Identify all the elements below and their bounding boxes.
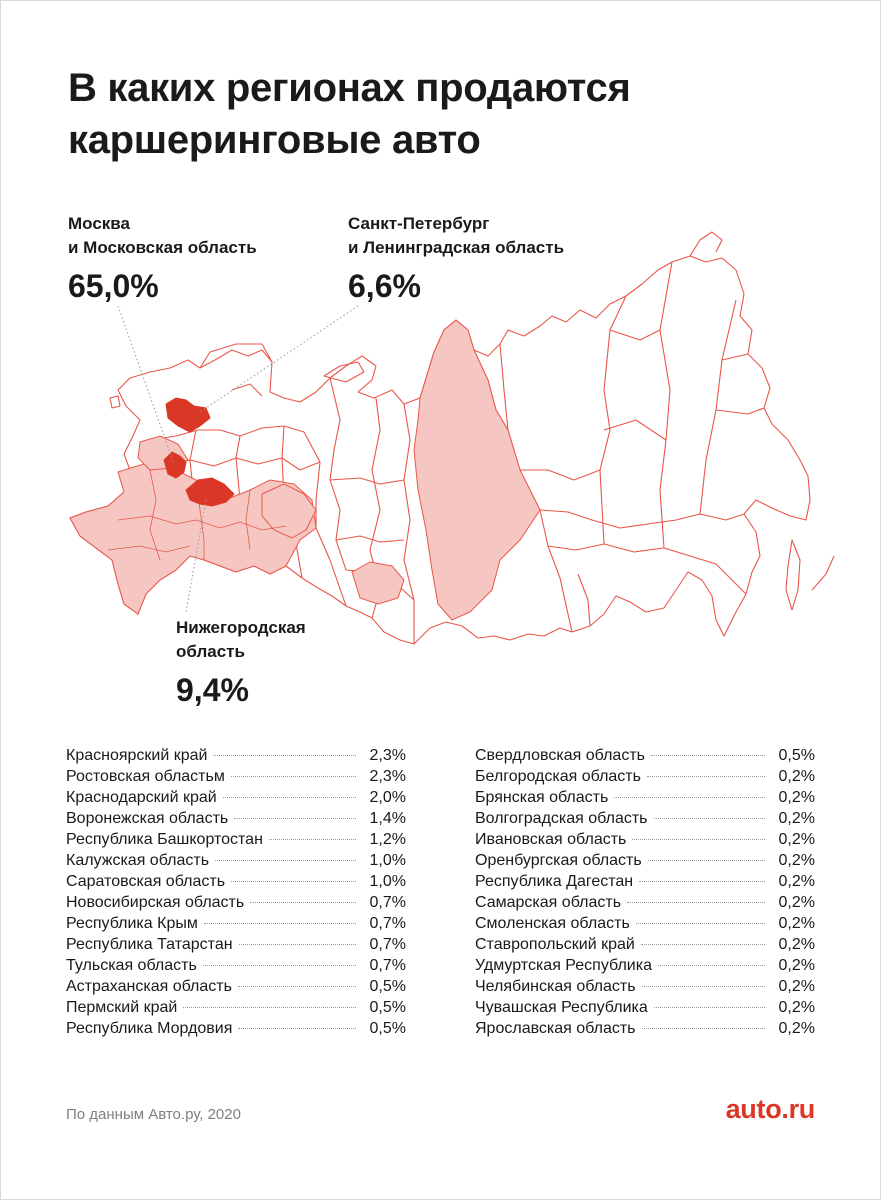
region-name: Волгоградская область: [475, 810, 648, 827]
region-share: 0,2%: [778, 789, 815, 806]
region-spb-leningrad: [166, 398, 210, 432]
table-row: [66, 892, 406, 913]
callout-nn-value: 9,4%: [176, 672, 249, 708]
region-name: Смоленская область: [475, 915, 630, 932]
dot-leader: [614, 797, 765, 798]
table-row: [66, 934, 406, 955]
region-share: 0,2%: [778, 894, 815, 911]
callout-moscow-line-2: и Московская область: [68, 238, 257, 257]
dot-leader: [269, 839, 356, 840]
dot-leader: [654, 818, 765, 819]
dot-leader: [658, 965, 765, 966]
table-row: [475, 997, 815, 1018]
table-row: [66, 766, 406, 787]
callout-spb: [348, 212, 564, 306]
callout-nn-line-2: область: [176, 642, 245, 661]
table-row: [475, 976, 815, 997]
table-row: [66, 829, 406, 850]
region-share: 1,4%: [369, 810, 406, 827]
region-name: Краснодарский край: [66, 789, 217, 806]
region-name: Оренбургская область: [475, 852, 642, 869]
region-name: Новосибирская область: [66, 894, 245, 911]
table-row: [475, 934, 815, 955]
region-novosibirsk: [352, 562, 404, 604]
region-name: Самарская область: [475, 894, 622, 911]
title-line-1: В каких регионах продаются: [68, 66, 631, 110]
dot-leader: [639, 881, 765, 882]
dot-leader: [234, 818, 356, 819]
region-share: 1,0%: [369, 852, 406, 869]
region-share: 0,7%: [369, 936, 406, 953]
region-share: 1,0%: [369, 873, 406, 890]
region-name: Тульская область: [66, 957, 197, 974]
dot-leader: [641, 944, 765, 945]
region-share: 0,2%: [778, 999, 815, 1016]
table-row: [475, 913, 815, 934]
callout-moscow-line-1: Москва: [68, 214, 130, 233]
dot-leader: [238, 1028, 356, 1029]
region-share: 0,7%: [369, 915, 406, 932]
callout-spb-value: 6,6%: [348, 268, 421, 304]
region-name: Ивановская область: [475, 831, 627, 848]
region-name: Красноярский край: [66, 747, 208, 764]
callout-moscow: [68, 212, 257, 306]
region-name: Республика Татарстан: [66, 936, 233, 953]
source-note: По данным Авто.ру, 2020: [66, 1106, 241, 1123]
callout-spb-line-2: и Ленинградская область: [348, 238, 565, 257]
table-row: [475, 850, 815, 871]
region-name: Республика Башкортостан: [66, 831, 263, 848]
region-share: 2,3%: [369, 747, 406, 764]
table-row: [66, 1018, 406, 1039]
region-name: Ростовская областьм: [66, 768, 225, 785]
table-row: [475, 766, 815, 787]
dot-leader: [203, 965, 356, 966]
table-row: [475, 871, 815, 892]
table-row: [475, 808, 815, 829]
region-name: Белгородская область: [475, 768, 641, 785]
dot-leader: [231, 881, 356, 882]
region-name: Пермский край: [66, 999, 178, 1016]
table-row: [66, 913, 406, 934]
dot-leader: [223, 797, 356, 798]
region-name: Калужская область: [66, 852, 210, 869]
region-share: 2,0%: [369, 789, 406, 806]
table-row: [475, 787, 815, 808]
table-row: [475, 955, 815, 976]
region-name: Ярославская область: [475, 1020, 636, 1037]
dot-leader: [636, 923, 765, 924]
title-line-2: каршеринговые авто: [68, 118, 481, 162]
region-name: Удмуртская Республика: [475, 957, 652, 974]
callout-nn-line-1: Нижегородская: [176, 618, 306, 637]
table-row: [475, 745, 815, 766]
dot-leader: [642, 1028, 765, 1029]
dot-leader: [231, 776, 356, 777]
dot-leader: [238, 986, 356, 987]
region-share: 0,2%: [778, 978, 815, 995]
table-row: [66, 976, 406, 997]
region-name: Республика Дагестан: [475, 873, 634, 890]
callout-moscow-value: 65,0%: [68, 268, 159, 304]
region-share: 0,7%: [369, 957, 406, 974]
region-name: Республика Крым: [66, 915, 198, 932]
region-share: 0,5%: [369, 999, 406, 1016]
region-name: Брянская область: [475, 789, 609, 806]
region-name: Саратовская область: [66, 873, 226, 890]
region-name: Республика Мордовия: [66, 1020, 233, 1037]
callout-nizhny-novgorod: [176, 616, 306, 710]
table-row: [475, 829, 815, 850]
region-share: 0,2%: [778, 957, 815, 974]
dot-leader: [648, 860, 765, 861]
region-share: 0,2%: [778, 810, 815, 827]
dot-leader: [204, 923, 356, 924]
region-name: Воронежская область: [66, 810, 229, 827]
table-row: [66, 871, 406, 892]
table-row: [66, 745, 406, 766]
region-share: 0,5%: [369, 978, 406, 995]
region-share: 0,5%: [778, 747, 815, 764]
dot-leader: [651, 755, 765, 756]
region-share: 0,2%: [778, 852, 815, 869]
dot-leader: [632, 839, 765, 840]
dot-leader: [642, 986, 765, 987]
dot-leader: [654, 1007, 765, 1008]
region-name: Ставропольский край: [475, 936, 635, 953]
region-share: 0,2%: [778, 768, 815, 785]
region-share: 0,2%: [778, 936, 815, 953]
table-row: [66, 787, 406, 808]
region-share: 2,3%: [369, 768, 406, 785]
dot-leader: [183, 1007, 356, 1008]
table-row: [66, 955, 406, 976]
region-name: Астраханская область: [66, 978, 232, 995]
region-name: Свердловская область: [475, 747, 645, 764]
region-share: 0,2%: [778, 831, 815, 848]
auto-ru-logo[interactable]: auto.ru: [725, 1094, 815, 1124]
region-name: Чувашская Республика: [475, 999, 648, 1016]
region-name: Челябинская область: [475, 978, 636, 995]
table-row: [66, 997, 406, 1018]
region-share: 1,2%: [369, 831, 406, 848]
region-share: 0,5%: [369, 1020, 406, 1037]
table-row: [66, 808, 406, 829]
region-share: 0,7%: [369, 894, 406, 911]
table-row: [475, 892, 815, 913]
region-share: 0,2%: [778, 873, 815, 890]
dot-leader: [213, 755, 356, 756]
region-share: 0,2%: [778, 915, 815, 932]
dot-leader: [239, 944, 356, 945]
table-row: [66, 850, 406, 871]
dot-leader: [215, 860, 356, 861]
regions-table-left: [66, 745, 406, 1039]
regions-table-right: [475, 745, 815, 1039]
region-share: 0,2%: [778, 1020, 815, 1037]
callout-spb-line-1: Санкт-Петербург: [348, 214, 490, 233]
table-row: [475, 1018, 815, 1039]
dot-leader: [627, 902, 765, 903]
dot-leader: [647, 776, 765, 777]
dot-leader: [250, 902, 356, 903]
